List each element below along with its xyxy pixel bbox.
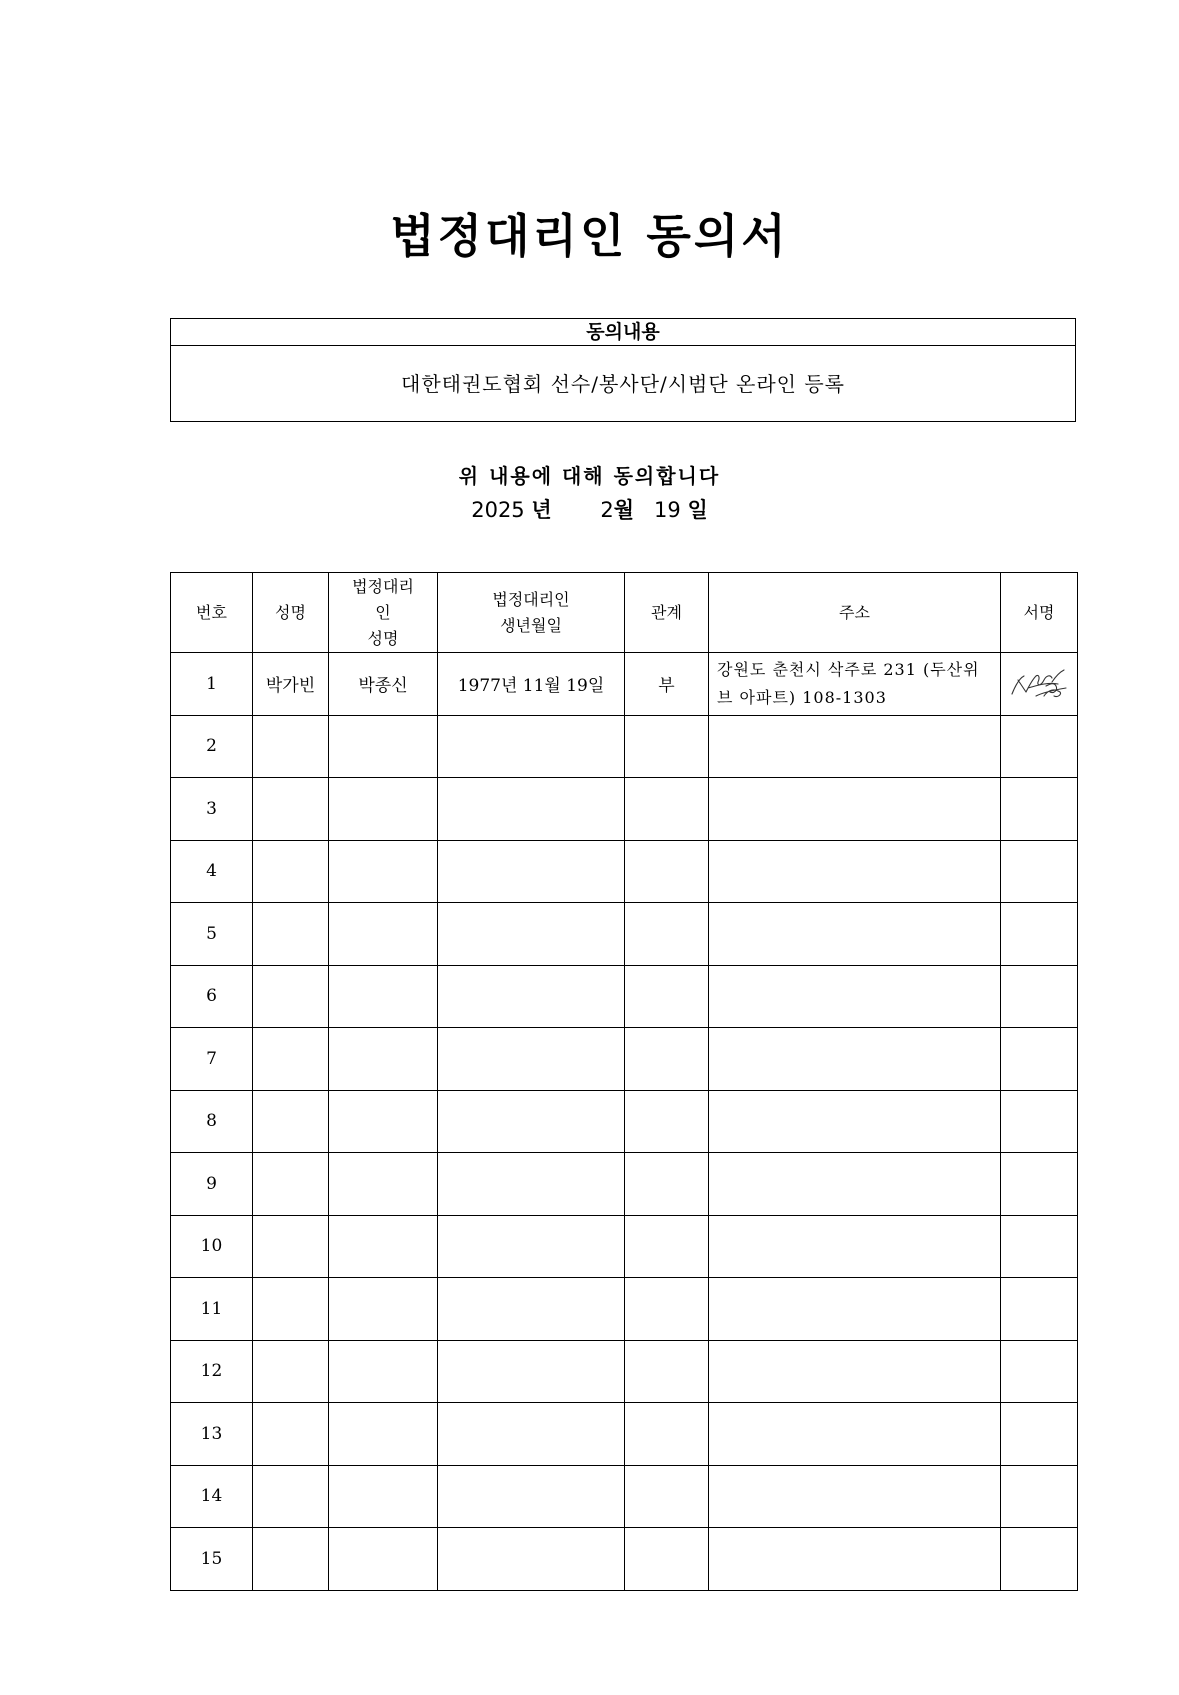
cell-guardian-name bbox=[329, 1090, 438, 1153]
cell-signature bbox=[1001, 1278, 1078, 1341]
cell-name bbox=[253, 715, 329, 778]
cell-guardian-name bbox=[329, 1278, 438, 1341]
cell-address bbox=[709, 778, 1001, 841]
cell-address bbox=[709, 715, 1001, 778]
signature-image bbox=[1006, 662, 1072, 706]
cell-address bbox=[709, 903, 1001, 966]
cell-name bbox=[253, 1403, 329, 1466]
cell-relation bbox=[625, 840, 709, 903]
cell-name bbox=[253, 1278, 329, 1341]
cell-name bbox=[253, 840, 329, 903]
cell-guardian-birth bbox=[438, 1465, 625, 1528]
date-day: 19 bbox=[654, 498, 681, 522]
table-row bbox=[171, 965, 1078, 1028]
cell-relation bbox=[625, 1153, 709, 1216]
cell-relation bbox=[625, 1278, 709, 1341]
cell-relation bbox=[625, 1215, 709, 1278]
cell-guardian-name bbox=[329, 840, 438, 903]
cell-signature bbox=[1001, 1153, 1078, 1216]
cell-guardian-birth bbox=[438, 1403, 625, 1466]
cell-guardian-birth bbox=[438, 1215, 625, 1278]
cell-no: 13 bbox=[171, 1403, 253, 1466]
cell-relation bbox=[625, 1028, 709, 1091]
header-relation: 관계 bbox=[625, 573, 709, 653]
table-body bbox=[171, 653, 1078, 1591]
cell-no: 11 bbox=[171, 1278, 253, 1341]
cell-no: 3 bbox=[171, 778, 253, 841]
cell-relation bbox=[625, 715, 709, 778]
header-no: 번호 bbox=[171, 573, 253, 653]
cell-guardian-birth bbox=[438, 778, 625, 841]
cell-relation bbox=[625, 1528, 709, 1591]
agree-statement: 위 내용에 대해 동의합니다 bbox=[458, 464, 721, 488]
cell-name: 박가빈 bbox=[253, 653, 329, 716]
cell-guardian-birth: 1977년 11월 19일 bbox=[438, 653, 625, 716]
cell-no: 14 bbox=[171, 1465, 253, 1528]
table-row bbox=[171, 1090, 1078, 1153]
cell-address bbox=[709, 840, 1001, 903]
cell-relation bbox=[625, 1090, 709, 1153]
header-signature: 서명 bbox=[1001, 573, 1078, 653]
cell-address bbox=[709, 1465, 1001, 1528]
cell-relation bbox=[625, 1465, 709, 1528]
header-address: 주소 bbox=[709, 573, 1001, 653]
cell-guardian-birth bbox=[438, 715, 625, 778]
cell-guardian-name bbox=[329, 1528, 438, 1591]
header-guardian-birth bbox=[438, 573, 625, 653]
header-guardian-name-line3: 성명 bbox=[367, 628, 399, 648]
cell-signature bbox=[1001, 715, 1078, 778]
cell-signature bbox=[1001, 840, 1078, 903]
cell-name bbox=[253, 1090, 329, 1153]
cell-address bbox=[709, 1090, 1001, 1153]
cell-guardian-birth bbox=[438, 1340, 625, 1403]
cell-relation bbox=[625, 778, 709, 841]
cell-signature bbox=[1001, 1215, 1078, 1278]
cell-no: 10 bbox=[171, 1215, 253, 1278]
cell-no: 4 bbox=[171, 840, 253, 903]
cell-guardian-name bbox=[329, 1403, 438, 1466]
cell-guardian-birth bbox=[438, 1153, 625, 1216]
cell-signature bbox=[1001, 1340, 1078, 1403]
consent-date bbox=[0, 494, 1179, 524]
cell-guardian-birth bbox=[438, 903, 625, 966]
header-guardian-name-line2: 인 bbox=[375, 602, 391, 622]
table-header-row bbox=[171, 573, 1078, 653]
cell-no: 9 bbox=[171, 1153, 253, 1216]
table-row bbox=[171, 840, 1078, 903]
cell-guardian-name bbox=[329, 778, 438, 841]
cell-signature bbox=[1001, 1028, 1078, 1091]
cell-guardian-name bbox=[329, 1153, 438, 1216]
consent-header: 동의내용 bbox=[171, 319, 1075, 346]
cell-signature bbox=[1001, 1090, 1078, 1153]
cell-address bbox=[709, 1528, 1001, 1591]
cell-name bbox=[253, 1340, 329, 1403]
cell-guardian-birth bbox=[438, 1278, 625, 1341]
table-row bbox=[171, 778, 1078, 841]
cell-signature bbox=[1001, 1465, 1078, 1528]
date-year: 2025 bbox=[471, 498, 525, 522]
header-guardian-birth-line1: 법정대리인 bbox=[492, 589, 570, 609]
table-row bbox=[171, 1153, 1078, 1216]
cell-name bbox=[253, 1528, 329, 1591]
cell-relation: 부 bbox=[625, 653, 709, 716]
cell-no: 15 bbox=[171, 1528, 253, 1591]
header-name: 성명 bbox=[253, 573, 329, 653]
cell-signature bbox=[1001, 653, 1078, 716]
cell-signature bbox=[1001, 778, 1078, 841]
date-year-unit: 년 bbox=[531, 498, 552, 522]
table-row bbox=[171, 1465, 1078, 1528]
cell-relation bbox=[625, 1340, 709, 1403]
cell-no: 1 bbox=[171, 653, 253, 716]
cell-guardian-name: 박종신 bbox=[329, 653, 438, 716]
cell-name bbox=[253, 1028, 329, 1091]
cell-no: 8 bbox=[171, 1090, 253, 1153]
cell-address: 강원도 춘천시 삭주로 231 (두산위브 아파트) 108-1303 bbox=[709, 653, 1001, 716]
table-row bbox=[171, 715, 1078, 778]
date-month: 2 bbox=[600, 498, 614, 522]
cell-guardian-name bbox=[329, 1028, 438, 1091]
cell-address bbox=[709, 1215, 1001, 1278]
guardian-table bbox=[170, 572, 1078, 1591]
cell-address bbox=[709, 965, 1001, 1028]
table-row bbox=[171, 1215, 1078, 1278]
table-row bbox=[171, 903, 1078, 966]
cell-address bbox=[709, 1340, 1001, 1403]
cell-address bbox=[709, 1403, 1001, 1466]
date-month-unit: 월 bbox=[613, 498, 635, 522]
cell-address bbox=[709, 1028, 1001, 1091]
cell-guardian-name bbox=[329, 965, 438, 1028]
cell-no: 6 bbox=[171, 965, 253, 1028]
header-guardian-birth-line2: 생년월일 bbox=[500, 615, 562, 635]
cell-name bbox=[253, 1465, 329, 1528]
cell-guardian-name bbox=[329, 903, 438, 966]
table-row bbox=[171, 1528, 1078, 1591]
table-row bbox=[171, 1403, 1078, 1466]
header-guardian-name-line1: 법정대리 bbox=[352, 576, 414, 596]
cell-name bbox=[253, 778, 329, 841]
cell-guardian-birth bbox=[438, 840, 625, 903]
cell-guardian-name bbox=[329, 1215, 438, 1278]
cell-no: 7 bbox=[171, 1028, 253, 1091]
document-title: 법정대리인 동의서 bbox=[390, 209, 789, 263]
cell-relation bbox=[625, 903, 709, 966]
cell-guardian-name bbox=[329, 715, 438, 778]
cell-no: 2 bbox=[171, 715, 253, 778]
cell-relation bbox=[625, 965, 709, 1028]
cell-name bbox=[253, 1153, 329, 1216]
cell-name bbox=[253, 1215, 329, 1278]
cell-signature bbox=[1001, 1403, 1078, 1466]
cell-signature bbox=[1001, 965, 1078, 1028]
table-row bbox=[171, 1028, 1078, 1091]
table-row bbox=[171, 1340, 1078, 1403]
cell-address bbox=[709, 1278, 1001, 1341]
cell-signature bbox=[1001, 1528, 1078, 1591]
cell-name bbox=[253, 965, 329, 1028]
consent-box bbox=[170, 318, 1076, 422]
cell-name bbox=[253, 903, 329, 966]
date-day-unit: 일 bbox=[687, 498, 708, 522]
cell-guardian-birth bbox=[438, 965, 625, 1028]
cell-address bbox=[709, 1153, 1001, 1216]
cell-signature bbox=[1001, 903, 1078, 966]
cell-guardian-birth bbox=[438, 1028, 625, 1091]
header-guardian-name bbox=[329, 573, 438, 653]
cell-no: 12 bbox=[171, 1340, 253, 1403]
table-row bbox=[171, 1278, 1078, 1341]
cell-guardian-name bbox=[329, 1465, 438, 1528]
consent-body: 대한태권도협회 선수/봉사단/시범단 온라인 등록 bbox=[401, 372, 845, 396]
cell-guardian-birth bbox=[438, 1528, 625, 1591]
cell-no: 5 bbox=[171, 903, 253, 966]
table-row bbox=[171, 653, 1078, 716]
cell-relation bbox=[625, 1403, 709, 1466]
cell-guardian-name bbox=[329, 1340, 438, 1403]
cell-guardian-birth bbox=[438, 1090, 625, 1153]
